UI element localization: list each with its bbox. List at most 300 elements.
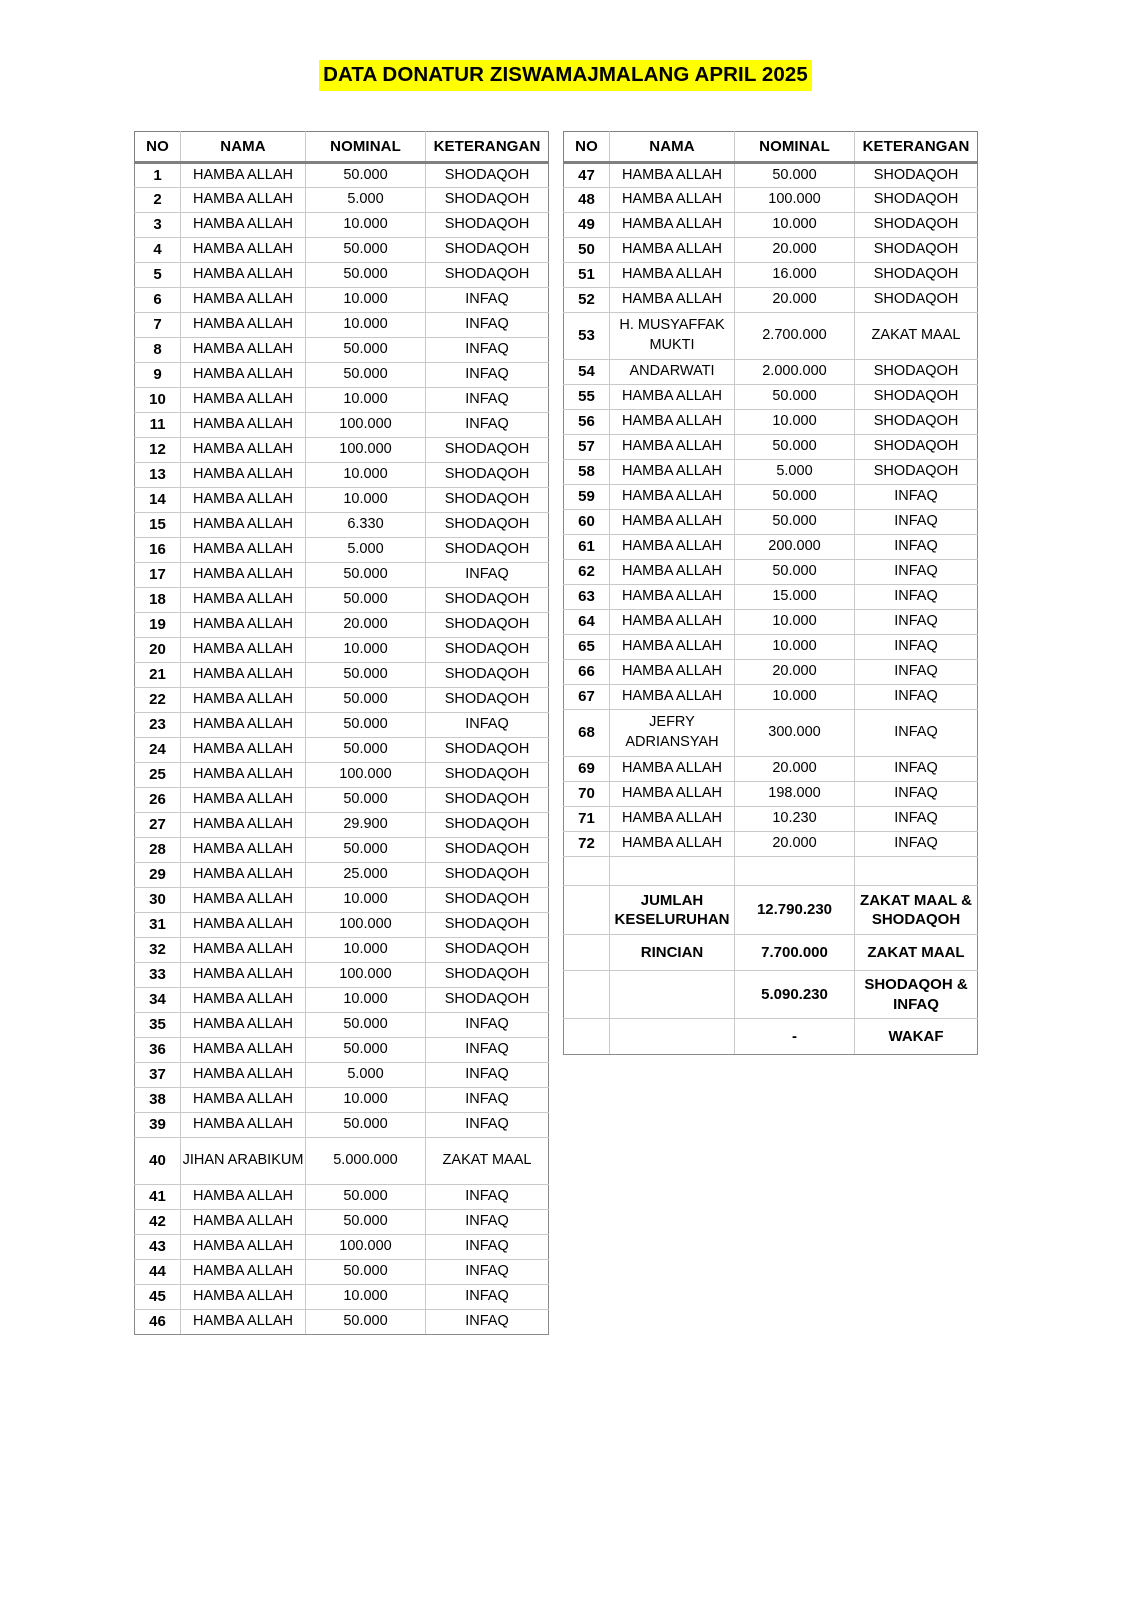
cell-keterangan: SHODAQOH xyxy=(426,938,549,963)
cell-keterangan: INFAQ xyxy=(426,1013,549,1038)
cell-nama: HAMBA ALLAH xyxy=(181,1088,306,1113)
cell-keterangan: ZAKAT MAAL xyxy=(855,935,978,971)
cell-nama: HAMBA ALLAH xyxy=(181,738,306,763)
cell-keterangan: INFAQ xyxy=(855,757,978,782)
table-row xyxy=(135,1185,549,1210)
cell-no: 57 xyxy=(564,435,610,460)
cell-no: 11 xyxy=(135,413,181,438)
cell-nama: HAMBA ALLAH xyxy=(181,1285,306,1310)
cell-no: 22 xyxy=(135,688,181,713)
cell-keterangan: SHODAQOH xyxy=(855,288,978,313)
table-row xyxy=(135,188,549,213)
cell-keterangan: SHODAQOH xyxy=(426,988,549,1013)
table-row xyxy=(564,610,978,635)
cell-nama: HAMBA ALLAH xyxy=(181,688,306,713)
cell-nominal: 10.000 xyxy=(306,1285,426,1310)
cell-no: 26 xyxy=(135,788,181,813)
table-row xyxy=(135,1285,549,1310)
cell-keterangan: SHODAQOH xyxy=(426,438,549,463)
cell-nama: HAMBA ALLAH xyxy=(181,888,306,913)
cell-keterangan: SHODAQOH xyxy=(426,588,549,613)
cell-nominal: 10.000 xyxy=(306,288,426,313)
column-header-nama: NAMA xyxy=(610,132,735,163)
summary-row xyxy=(564,857,978,886)
cell-keterangan: SHODAQOH xyxy=(426,663,549,688)
cell-keterangan: INFAQ xyxy=(426,1310,549,1335)
cell-nominal: 10.000 xyxy=(306,638,426,663)
table-row xyxy=(135,588,549,613)
cell-keterangan: SHODAQOH xyxy=(426,463,549,488)
cell-nominal: 50.000 xyxy=(306,1310,426,1335)
cell-nominal: 20.000 xyxy=(306,613,426,638)
cell-nominal: 50.000 xyxy=(306,563,426,588)
cell-nominal: 100.000 xyxy=(306,1235,426,1260)
cell-keterangan: WAKAF xyxy=(855,1019,978,1055)
cell-nama: HAMBA ALLAH xyxy=(181,838,306,863)
table-row xyxy=(564,685,978,710)
cell-nominal: 50.000 xyxy=(306,838,426,863)
cell-no: 54 xyxy=(564,360,610,385)
cell-nama xyxy=(610,971,735,1019)
cell-keterangan: SHODAQOH xyxy=(426,163,549,188)
cell-keterangan: INFAQ xyxy=(855,510,978,535)
cell-no: 1 xyxy=(135,163,181,188)
cell-nama: HAMBA ALLAH xyxy=(610,807,735,832)
cell-nominal: 100.000 xyxy=(306,763,426,788)
cell-keterangan: SHODAQOH xyxy=(855,263,978,288)
cell-nama: HAMBA ALLAH xyxy=(181,1013,306,1038)
cell-nominal: 2.700.000 xyxy=(735,313,855,360)
summary-row xyxy=(564,971,978,1019)
cell-keterangan: SHODAQOH xyxy=(426,638,549,663)
table-row xyxy=(564,832,978,857)
cell-nominal: 5.000 xyxy=(306,538,426,563)
cell-nominal: 50.000 xyxy=(306,1210,426,1235)
cell-keterangan: INFAQ xyxy=(855,807,978,832)
table-row xyxy=(135,1260,549,1285)
table-row xyxy=(135,863,549,888)
cell-nama: HAMBA ALLAH xyxy=(610,535,735,560)
cell-nominal: 5.000.000 xyxy=(306,1138,426,1185)
column-header-no: NO xyxy=(135,132,181,163)
table-row xyxy=(135,513,549,538)
table-row xyxy=(135,663,549,688)
cell-keterangan: INFAQ xyxy=(855,610,978,635)
cell-no: 9 xyxy=(135,363,181,388)
table-row xyxy=(135,613,549,638)
cell-no: 33 xyxy=(135,963,181,988)
table-row xyxy=(135,338,549,363)
cell-keterangan: INFAQ xyxy=(855,485,978,510)
cell-keterangan: INFAQ xyxy=(426,713,549,738)
table-row xyxy=(135,1013,549,1038)
cell-nama: HAMBA ALLAH xyxy=(181,863,306,888)
cell-nama: JUMLAH KESELURUHAN xyxy=(610,886,735,935)
cell-keterangan: SHODAQOH xyxy=(855,238,978,263)
table-row xyxy=(135,1235,549,1260)
cell-no: 37 xyxy=(135,1063,181,1088)
cell-keterangan: SHODAQOH xyxy=(426,838,549,863)
cell-no: 32 xyxy=(135,938,181,963)
column-header-nama: NAMA xyxy=(181,132,306,163)
cell-nama: HAMBA ALLAH xyxy=(610,757,735,782)
cell-nominal: 10.000 xyxy=(306,938,426,963)
cell-nominal: 10.000 xyxy=(306,463,426,488)
table-row xyxy=(135,1038,549,1063)
cell-nama: HAMBA ALLAH xyxy=(610,263,735,288)
cell-nominal: 20.000 xyxy=(735,660,855,685)
cell-keterangan: SHODAQOH xyxy=(855,410,978,435)
cell-nama: HAMBA ALLAH xyxy=(181,1063,306,1088)
table-row xyxy=(564,510,978,535)
cell-no: 2 xyxy=(135,188,181,213)
cell-nama: HAMBA ALLAH xyxy=(610,213,735,238)
cell-keterangan: SHODAQOH xyxy=(426,863,549,888)
cell-keterangan: SHODAQOH xyxy=(426,763,549,788)
table-row xyxy=(135,688,549,713)
table-row xyxy=(564,410,978,435)
cell-nominal: 10.000 xyxy=(735,635,855,660)
cell-keterangan: SHODAQOH xyxy=(426,688,549,713)
cell-nominal: - xyxy=(735,1019,855,1055)
cell-nominal: 50.000 xyxy=(306,738,426,763)
cell-nama: HAMBA ALLAH xyxy=(610,635,735,660)
cell-no: 5 xyxy=(135,263,181,288)
cell-no: 55 xyxy=(564,385,610,410)
cell-nominal xyxy=(735,857,855,886)
table-row xyxy=(564,460,978,485)
cell-nominal: 7.700.000 xyxy=(735,935,855,971)
table-row xyxy=(135,913,549,938)
cell-nominal: 6.330 xyxy=(306,513,426,538)
cell-keterangan: SHODAQOH xyxy=(855,188,978,213)
column-header-nominal: NOMINAL xyxy=(735,132,855,163)
table-row xyxy=(135,763,549,788)
cell-keterangan: INFAQ xyxy=(426,388,549,413)
table-row xyxy=(135,838,549,863)
cell-keterangan: SHODAQOH xyxy=(855,460,978,485)
table-row xyxy=(564,313,978,360)
cell-no: 66 xyxy=(564,660,610,685)
cell-nama: HAMBA ALLAH xyxy=(181,263,306,288)
table-header-row xyxy=(564,132,978,163)
table-row xyxy=(564,213,978,238)
cell-nama: H. MUSYAFFAK MUKTI xyxy=(610,313,735,360)
cell-nominal: 50.000 xyxy=(735,510,855,535)
table-row xyxy=(135,238,549,263)
cell-keterangan: SHODAQOH xyxy=(426,738,549,763)
table-row xyxy=(135,488,549,513)
cell-nominal: 10.000 xyxy=(735,410,855,435)
tables-container xyxy=(134,131,978,1335)
table-body-left xyxy=(135,163,549,1335)
cell-no: 38 xyxy=(135,1088,181,1113)
cell-keterangan: SHODAQOH xyxy=(855,385,978,410)
cell-nama: HAMBA ALLAH xyxy=(610,685,735,710)
cell-no: 28 xyxy=(135,838,181,863)
donor-table-right xyxy=(563,131,978,1055)
cell-nama: HAMBA ALLAH xyxy=(181,913,306,938)
cell-nama: HAMBA ALLAH xyxy=(610,585,735,610)
cell-no: 40 xyxy=(135,1138,181,1185)
cell-no: 47 xyxy=(564,163,610,188)
cell-nominal: 5.000 xyxy=(306,188,426,213)
cell-no: 58 xyxy=(564,460,610,485)
title-container xyxy=(0,60,1131,91)
cell-nama: HAMBA ALLAH xyxy=(181,338,306,363)
cell-nominal: 50.000 xyxy=(306,1260,426,1285)
table-row xyxy=(564,635,978,660)
cell-no: 13 xyxy=(135,463,181,488)
cell-nominal: 20.000 xyxy=(735,238,855,263)
cell-nama: HAMBA ALLAH xyxy=(181,763,306,788)
cell-nominal: 50.000 xyxy=(735,435,855,460)
table-row xyxy=(135,463,549,488)
cell-no: 49 xyxy=(564,213,610,238)
cell-no: 59 xyxy=(564,485,610,510)
cell-nominal: 50.000 xyxy=(306,163,426,188)
cell-nama: HAMBA ALLAH xyxy=(610,188,735,213)
table-row xyxy=(135,813,549,838)
table-row xyxy=(135,263,549,288)
cell-keterangan: INFAQ xyxy=(426,313,549,338)
cell-keterangan: SHODAQOH xyxy=(426,913,549,938)
table-row xyxy=(564,435,978,460)
cell-nominal: 50.000 xyxy=(306,1185,426,1210)
cell-no: 16 xyxy=(135,538,181,563)
table-row xyxy=(564,360,978,385)
cell-nama: HAMBA ALLAH xyxy=(181,988,306,1013)
cell-nominal: 5.090.230 xyxy=(735,971,855,1019)
cell-no: 20 xyxy=(135,638,181,663)
cell-nominal: 10.000 xyxy=(306,388,426,413)
cell-no: 50 xyxy=(564,238,610,263)
cell-nama: HAMBA ALLAH xyxy=(181,663,306,688)
cell-nama: HAMBA ALLAH xyxy=(181,538,306,563)
table-head-left xyxy=(135,132,549,163)
cell-nama: HAMBA ALLAH xyxy=(610,410,735,435)
cell-nominal: 10.000 xyxy=(735,685,855,710)
cell-keterangan: SHODAQOH xyxy=(426,888,549,913)
cell-nama: HAMBA ALLAH xyxy=(610,163,735,188)
cell-nominal: 198.000 xyxy=(735,782,855,807)
cell-no: 43 xyxy=(135,1235,181,1260)
cell-nama: HAMBA ALLAH xyxy=(181,238,306,263)
cell-nominal: 10.000 xyxy=(306,888,426,913)
cell-nominal: 50.000 xyxy=(735,485,855,510)
cell-nama: HAMBA ALLAH xyxy=(610,610,735,635)
cell-nama: HAMBA ALLAH xyxy=(181,813,306,838)
cell-nominal: 50.000 xyxy=(306,363,426,388)
cell-nama: HAMBA ALLAH xyxy=(181,163,306,188)
column-header-no: NO xyxy=(564,132,610,163)
cell-no: 71 xyxy=(564,807,610,832)
cell-no: 44 xyxy=(135,1260,181,1285)
cell-no: 51 xyxy=(564,263,610,288)
cell-no: 45 xyxy=(135,1285,181,1310)
table-row xyxy=(135,1113,549,1138)
cell-nominal: 50.000 xyxy=(306,588,426,613)
cell-no xyxy=(564,971,610,1019)
cell-no: 60 xyxy=(564,510,610,535)
cell-keterangan: INFAQ xyxy=(855,585,978,610)
cell-keterangan: INFAQ xyxy=(426,1038,549,1063)
table-row xyxy=(564,385,978,410)
table-row xyxy=(135,1310,549,1335)
cell-nama: HAMBA ALLAH xyxy=(181,313,306,338)
cell-nama xyxy=(610,857,735,886)
cell-nama: HAMBA ALLAH xyxy=(181,413,306,438)
cell-no: 39 xyxy=(135,1113,181,1138)
cell-no: 69 xyxy=(564,757,610,782)
cell-nama: HAMBA ALLAH xyxy=(181,188,306,213)
cell-nama: HAMBA ALLAH xyxy=(181,438,306,463)
cell-nominal: 10.000 xyxy=(306,488,426,513)
cell-keterangan: SHODAQOH xyxy=(855,435,978,460)
cell-nama: HAMBA ALLAH xyxy=(610,832,735,857)
cell-nominal: 10.000 xyxy=(306,313,426,338)
cell-no: 12 xyxy=(135,438,181,463)
cell-no xyxy=(564,1019,610,1055)
cell-nominal: 50.000 xyxy=(306,263,426,288)
cell-nominal: 50.000 xyxy=(735,560,855,585)
cell-keterangan: INFAQ xyxy=(426,1235,549,1260)
cell-nama: HAMBA ALLAH xyxy=(181,963,306,988)
table-row xyxy=(564,485,978,510)
cell-no: 53 xyxy=(564,313,610,360)
table-row xyxy=(135,438,549,463)
cell-keterangan: SHODAQOH xyxy=(426,788,549,813)
cell-nama: HAMBA ALLAH xyxy=(181,1310,306,1335)
cell-no: 52 xyxy=(564,288,610,313)
cell-nominal: 100.000 xyxy=(735,188,855,213)
cell-no: 36 xyxy=(135,1038,181,1063)
cell-nominal: 50.000 xyxy=(306,1038,426,1063)
cell-nama: HAMBA ALLAH xyxy=(610,385,735,410)
table-row xyxy=(135,313,549,338)
cell-keterangan: SHODAQOH xyxy=(426,963,549,988)
cell-keterangan: SHODAQOH xyxy=(426,488,549,513)
summary-row xyxy=(564,935,978,971)
cell-nama: HAMBA ALLAH xyxy=(610,660,735,685)
cell-no xyxy=(564,935,610,971)
table-row xyxy=(564,807,978,832)
table-row xyxy=(135,1210,549,1235)
cell-nama: HAMBA ALLAH xyxy=(181,588,306,613)
table-row xyxy=(564,660,978,685)
cell-no: 46 xyxy=(135,1310,181,1335)
cell-keterangan: SHODAQOH xyxy=(855,163,978,188)
cell-nama: HAMBA ALLAH xyxy=(181,638,306,663)
cell-nominal: 100.000 xyxy=(306,963,426,988)
cell-nominal: 20.000 xyxy=(735,288,855,313)
cell-nominal: 50.000 xyxy=(306,663,426,688)
cell-no: 68 xyxy=(564,710,610,757)
table-row xyxy=(564,782,978,807)
cell-no: 61 xyxy=(564,535,610,560)
cell-nama: HAMBA ALLAH xyxy=(181,488,306,513)
cell-no: 27 xyxy=(135,813,181,838)
cell-no: 34 xyxy=(135,988,181,1013)
table-row xyxy=(564,535,978,560)
cell-no: 3 xyxy=(135,213,181,238)
table-row xyxy=(135,988,549,1013)
cell-no: 35 xyxy=(135,1013,181,1038)
cell-nominal: 100.000 xyxy=(306,413,426,438)
table-row xyxy=(564,560,978,585)
cell-no xyxy=(564,886,610,935)
cell-keterangan: INFAQ xyxy=(426,563,549,588)
cell-nama: HAMBA ALLAH xyxy=(181,1038,306,1063)
cell-nama: JIHAN ARABIKUM xyxy=(181,1138,306,1185)
cell-no: 56 xyxy=(564,410,610,435)
cell-keterangan: INFAQ xyxy=(426,1210,549,1235)
cell-no xyxy=(564,857,610,886)
cell-nominal: 29.900 xyxy=(306,813,426,838)
table-row xyxy=(135,888,549,913)
table-row xyxy=(135,938,549,963)
cell-nominal: 2.000.000 xyxy=(735,360,855,385)
cell-keterangan: SHODAQOH xyxy=(426,238,549,263)
cell-nama xyxy=(610,1019,735,1055)
table-row xyxy=(135,963,549,988)
table-row xyxy=(135,713,549,738)
cell-nama: HAMBA ALLAH xyxy=(181,563,306,588)
cell-keterangan: SHODAQOH xyxy=(855,213,978,238)
cell-nominal: 10.000 xyxy=(735,610,855,635)
table-row xyxy=(564,757,978,782)
cell-nama: HAMBA ALLAH xyxy=(181,288,306,313)
table-row xyxy=(135,163,549,188)
table-row xyxy=(135,213,549,238)
cell-nama: HAMBA ALLAH xyxy=(181,788,306,813)
cell-no: 14 xyxy=(135,488,181,513)
column-header-keterangan: KETERANGAN xyxy=(426,132,549,163)
cell-no: 64 xyxy=(564,610,610,635)
cell-nama: HAMBA ALLAH xyxy=(610,435,735,460)
cell-no: 15 xyxy=(135,513,181,538)
cell-no: 8 xyxy=(135,338,181,363)
cell-nama: HAMBA ALLAH xyxy=(610,485,735,510)
cell-no: 72 xyxy=(564,832,610,857)
cell-keterangan: SHODAQOH xyxy=(426,263,549,288)
cell-nominal: 5.000 xyxy=(735,460,855,485)
cell-keterangan: INFAQ xyxy=(426,1185,549,1210)
cell-no: 30 xyxy=(135,888,181,913)
cell-nominal: 50.000 xyxy=(306,338,426,363)
cell-keterangan: ZAKAT MAAL & SHODAQOH xyxy=(855,886,978,935)
cell-keterangan: ZAKAT MAAL xyxy=(855,313,978,360)
cell-nama: HAMBA ALLAH xyxy=(181,613,306,638)
table-row xyxy=(135,388,549,413)
cell-nama: HAMBA ALLAH xyxy=(181,513,306,538)
cell-nama: HAMBA ALLAH xyxy=(181,1260,306,1285)
cell-no: 23 xyxy=(135,713,181,738)
table-row xyxy=(564,263,978,288)
cell-no: 70 xyxy=(564,782,610,807)
cell-keterangan: SHODAQOH xyxy=(426,813,549,838)
donor-table-left xyxy=(134,131,549,1335)
cell-nama: HAMBA ALLAH xyxy=(181,1113,306,1138)
cell-keterangan: INFAQ xyxy=(855,535,978,560)
cell-no: 42 xyxy=(135,1210,181,1235)
table-row xyxy=(135,538,549,563)
cell-keterangan: SHODAQOH xyxy=(426,613,549,638)
cell-nama: HAMBA ALLAH xyxy=(181,1210,306,1235)
cell-nominal: 50.000 xyxy=(306,1113,426,1138)
cell-nama: HAMBA ALLAH xyxy=(610,238,735,263)
cell-no: 10 xyxy=(135,388,181,413)
